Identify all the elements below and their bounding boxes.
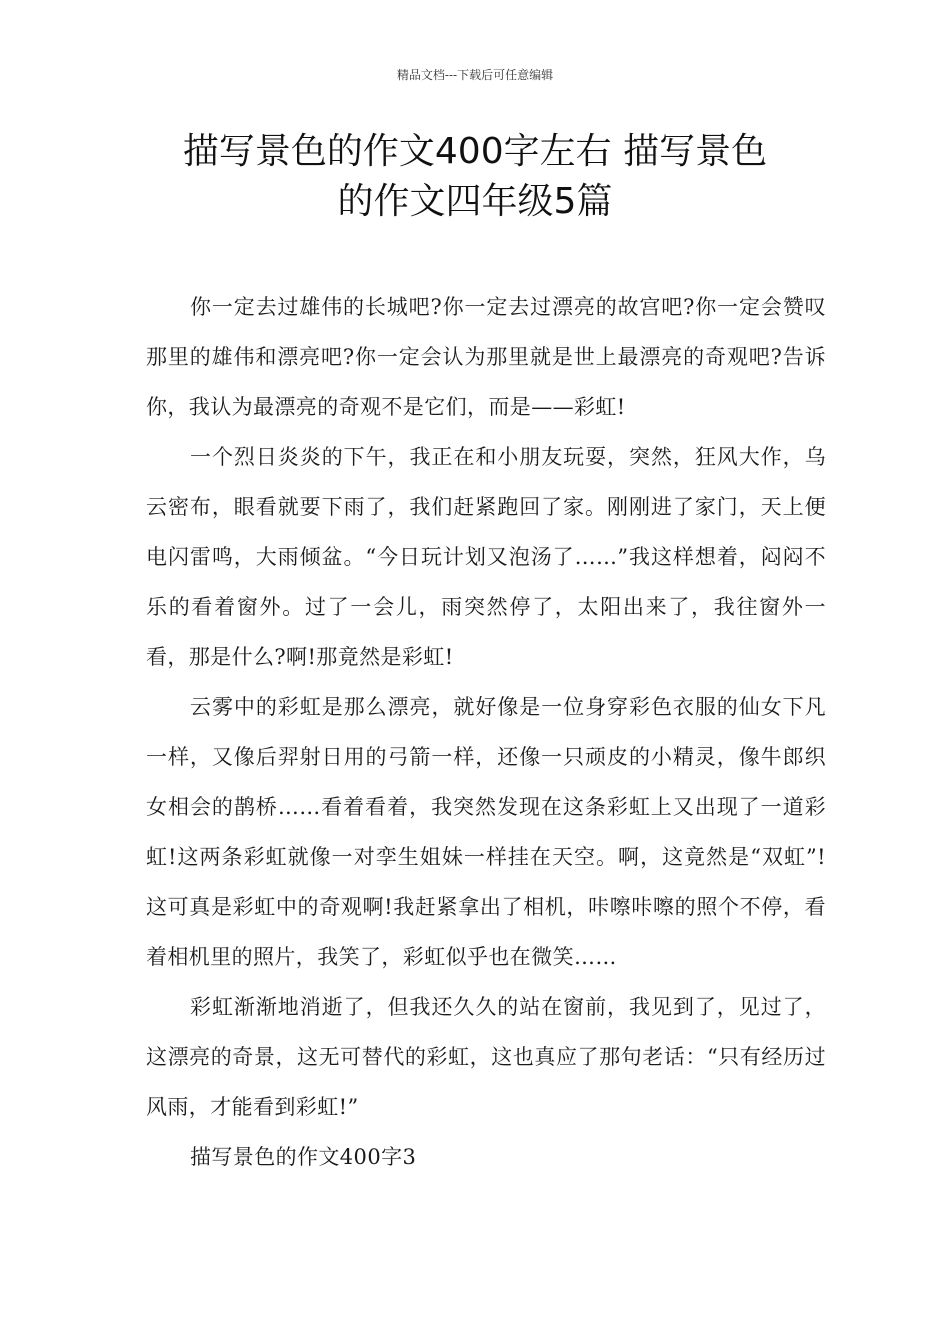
header-note: 精品文档---下载后可任意编辑: [396, 68, 554, 82]
paragraph: 彩虹渐渐地消逝了，但我还久久的站在窗前，我见到了，见过了，这漂亮的奇景，这无可替代的彩虹，这也真应了那句老话：“只有经历过风雨，才能看到彩虹!”: [146, 995, 826, 1119]
title-line-1: 描写景色的作文400字左右 描写景色: [182, 131, 768, 172]
paragraph: 你一定去过雄伟的长城吧?你一定去过漂亮的故宫吧?你一定会赞叹那里的雄伟和漂亮吧?你一定会认为那里就是世上最漂亮的奇观吧?告诉你，我认为最漂亮的奇观不是它们，而是——彩虹!: [146, 295, 826, 419]
document-body: [146, 282, 826, 1182]
document-title: [130, 127, 820, 227]
title-line-2: 的作文四年级5篇: [337, 181, 613, 222]
paragraph: 一个烈日炎炎的下午，我正在和小朋友玩耍，突然，狂风大作，乌云密布，眼看就要下雨了，我们赶紧跑回了家。刚刚进了家门，天上便电闪雷鸣，大雨倾盆。“今日玩计划又泡汤了……”我这样想着，闷闷不乐的看着窗外。过了一会儿，雨突然停了，太阳出来了，我往窗外一看，那是什么?啊!那竟然是彩虹!: [146, 445, 826, 669]
section-heading: 描写景色的作文400字3: [190, 1145, 417, 1169]
paragraph: 云雾中的彩虹是那么漂亮，就好像是一位身穿彩色衣服的仙女下凡一样，又像后羿射日用的弓箭一样，还像一只顽皮的小精灵，像牛郎织女相会的鹊桥……看着看着，我突然发现在这条彩虹上又出现了一道彩虹!这两条彩虹就像一对孪生姐妹一样挂在天空。啊，这竟然是“双虹”!这可真是彩虹中的奇观啊!我赶紧拿出了相机，咔嚓咔嚓的照个不停，看着相机里的照片，我笑了，彩虹似乎也在微笑……: [146, 695, 826, 969]
